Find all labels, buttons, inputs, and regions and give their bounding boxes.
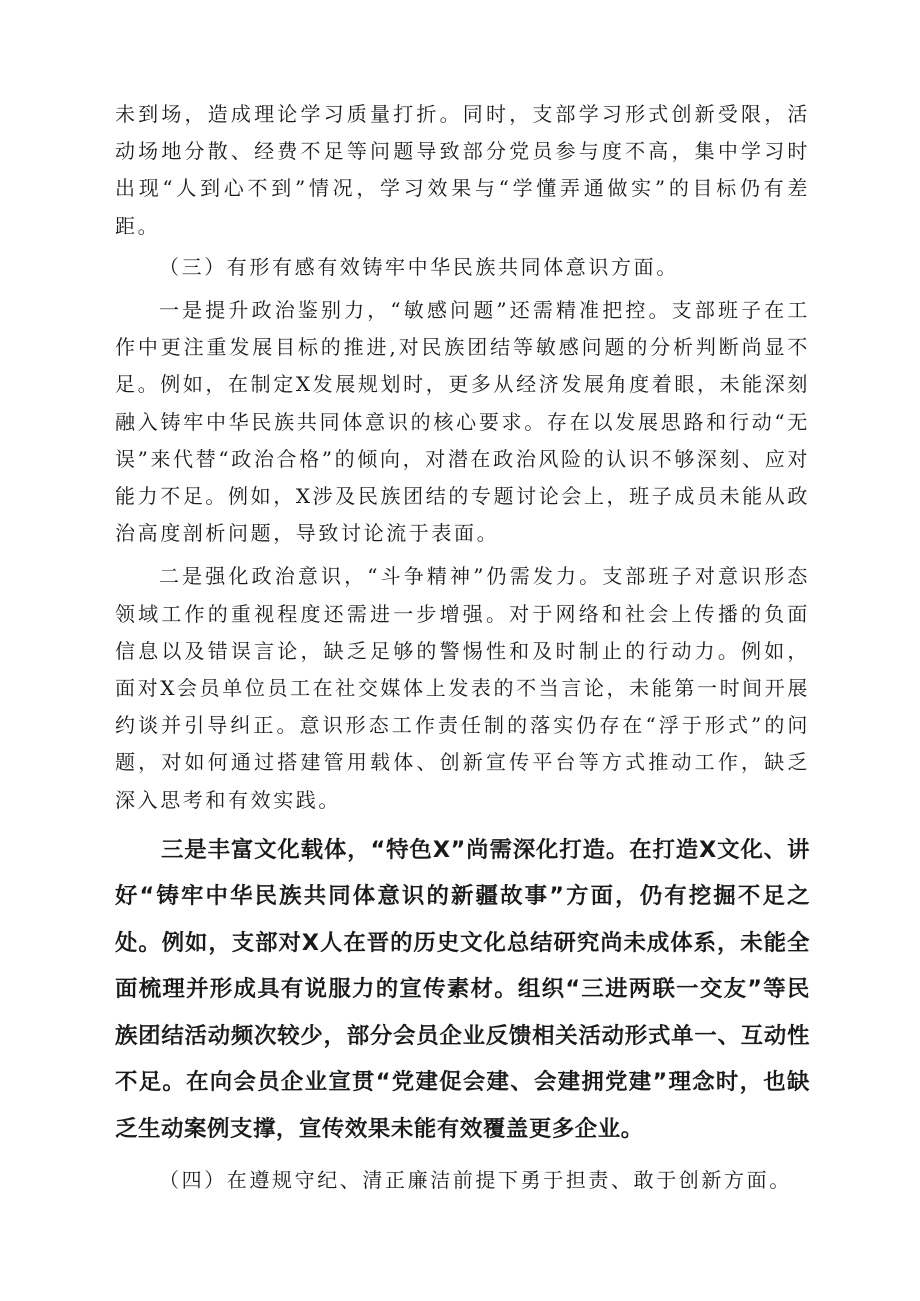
paragraph-study-quality: 未到场，造成理论学习质量打折。同时，支部学习形式创新受限，活动场地分散、经费不足等问题导致部分党员参与度不高，集中学习时出现“人到心不到”情况，学习效果与“学懂弄通做实”的目标仍有差距。 (115, 102, 810, 238)
paragraph-political-discernment: 一是提升政治鉴别力，“敏感问题”还需精准把控。支部班子在工作中更注重发展目标的推进,对民族团结等敏感问题的分析判断尚显不足。例如，在制定X发展规划时，更多从经济发展角度着眼，未能深刻融入铸牢中华民族共同体意识的核心要求。存在以发展思路和行动“无误”来代替“政治合格”的倾向，对潜在政治风险的认识不够深刻、应对能力不足。例如，X涉及民族团结的专题讨论会上，班子成员未能从政治高度剖析问题，导致讨论流于表面。 (115, 298, 810, 546)
paragraph-cultural-carrier: 三是丰富文化载体，“特色X”尚需深化打造。在打造X文化、讲好“铸牢中华民族共同体意识的新疆故事”方面，仍有挖掘不足之处。例如，支部对X人在晋的历史文化总结研究尚未成体系，未能全面梳理并形成具有说服力的宣传素材。组织“三进两联一交友”等民族团结活动频次较少，部分会员企业反馈相关活动形式单一、互动性不足。在向会员企业宣贯“党建促会建、会建拥党建”理念时，也缺乏生动案例支撑，宣传效果未能有效覆盖更多企业。 (115, 836, 810, 1142)
paragraph-political-awareness: 二是强化政治意识，“斗争精神”仍需发力。支部班子对意识形态领域工作的重视程度还需进一步增强。对于网络和社会上传播的负面信息以及错误言论，缺乏足够的警惕性和及时制止的行动力。例如，面对X会员单位员工在社交媒体上发表的不当言论，未能第一时间开展约谈并引导纠正。意识形态工作责任制的落实仍存在“浮于形式”的问题，对如何通过搭建管用载体、创新宣传平台等方式推动工作，缺乏深入思考和有效实践。 (115, 564, 810, 812)
section-heading-4: （四）在遵规守纪、清正廉洁前提下勇于担责、敢于创新方面。 (159, 1168, 792, 1193)
section-heading-3: （三）有形有感有效铸牢中华民族共同体意识方面。 (159, 254, 679, 279)
